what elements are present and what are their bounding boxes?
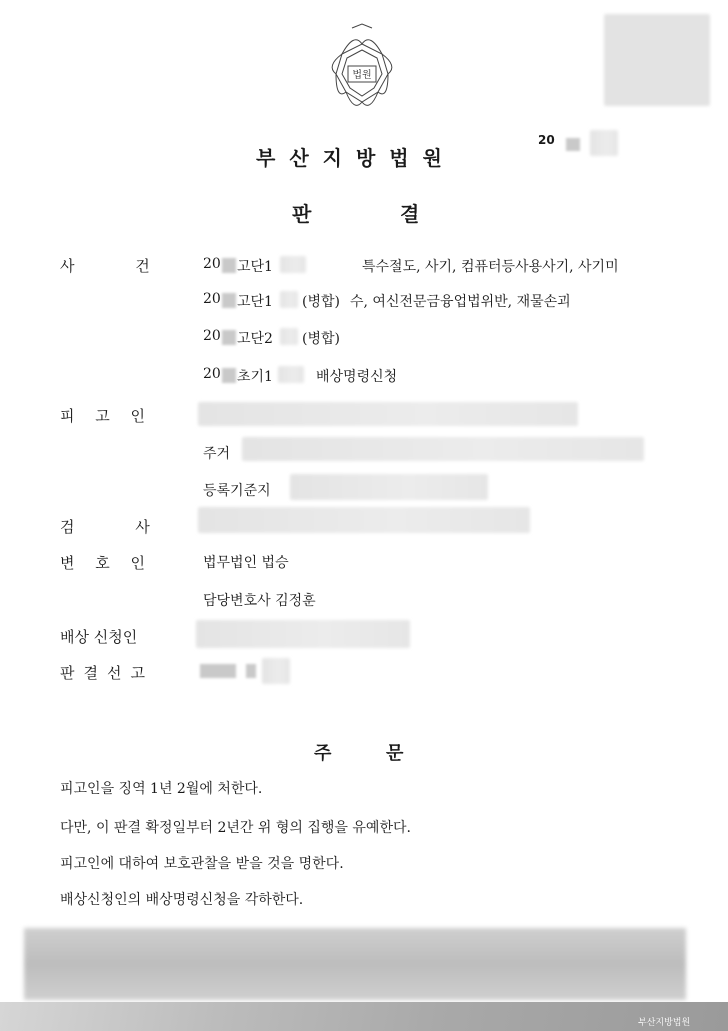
defendant-address-label: 주거 (203, 446, 231, 462)
redacted-prosecutor (198, 507, 530, 533)
redacted-year (222, 258, 236, 273)
case-label: 사 건 (60, 257, 150, 275)
redacted-registered (290, 474, 488, 500)
case-number: 고단2 (237, 331, 273, 347)
case-year: 20 (203, 366, 221, 382)
judgment-date (538, 133, 555, 147)
redacted-sentence-date-3 (262, 658, 290, 684)
order-line: 피고인에 대하여 보호관찰을 받을 것을 명한다. (60, 856, 344, 872)
case-application: 배상명령신청 (316, 369, 398, 385)
case-number: 고단1 (237, 259, 273, 275)
redacted-year (222, 368, 236, 383)
redacted-year (222, 330, 236, 345)
redacted-sentence-date-2 (246, 664, 256, 678)
case-charges: 특수절도, 사기, 컴퓨터등사용사기, 사기미 (362, 259, 619, 275)
prosecutor-label: 검 사 (60, 518, 150, 536)
defendant-label: 피 고 인 (60, 407, 146, 425)
order-line: 다만, 이 판결 확정일부터 2년간 위 형의 집행을 유예한다. (60, 820, 411, 836)
applicant-label: 배상 신청인 (60, 628, 138, 646)
case-number: 초기1 (237, 369, 273, 385)
redacted-year (222, 293, 236, 308)
redacted-date-2 (590, 130, 618, 156)
redacted-address (242, 437, 644, 461)
counsel-firm: 법무법인 법승 (203, 555, 289, 571)
redacted-number (278, 366, 304, 383)
case-merged: (병합) (302, 294, 340, 310)
case-year: 20 (203, 291, 221, 307)
court-emblem (322, 20, 402, 116)
order-line: 배상신청인의 배상명령신청을 각하한다. (60, 892, 304, 908)
footer-band (0, 1002, 728, 1031)
court-emblem-icon (322, 20, 402, 116)
sentence-date-label: 판결선고 (60, 664, 154, 682)
redacted-applicant (196, 620, 410, 648)
redacted-number (280, 291, 298, 308)
case-number: 고단1 (237, 294, 273, 310)
document-type-1: 판 (292, 202, 312, 226)
redacted-defendant-name (198, 402, 578, 426)
redacted-number (280, 256, 306, 273)
case-charges: 수, 여신전문금융업법위반, 재물손괴 (350, 294, 571, 310)
redacted-date-1 (566, 138, 580, 151)
case-year: 20 (203, 328, 221, 344)
document-type-2: 결 (400, 202, 420, 226)
redacted-number (280, 328, 298, 345)
order-line: 피고인을 징역 1년 2월에 처한다. (60, 781, 263, 797)
order-title-2: 문 (386, 743, 404, 764)
watermark-text: 부산지방법원 (638, 1018, 691, 1028)
redacted-footer (24, 928, 686, 1000)
order-title-1: 주 (314, 743, 332, 764)
date-prefix: 20 (538, 133, 555, 147)
counsel-label: 변 호 인 (60, 554, 146, 572)
redacted-stamp (604, 14, 710, 106)
court-name: 부산지방법원 (256, 146, 456, 170)
defendant-registered-label: 등록기준지 (203, 483, 271, 499)
counsel-attorney: 담당변호사 김정훈 (203, 593, 316, 609)
case-year: 20 (203, 256, 221, 272)
redacted-sentence-date-1 (200, 664, 236, 678)
emblem-text: 법원 (352, 70, 372, 81)
case-merged: (병합) (302, 331, 340, 347)
